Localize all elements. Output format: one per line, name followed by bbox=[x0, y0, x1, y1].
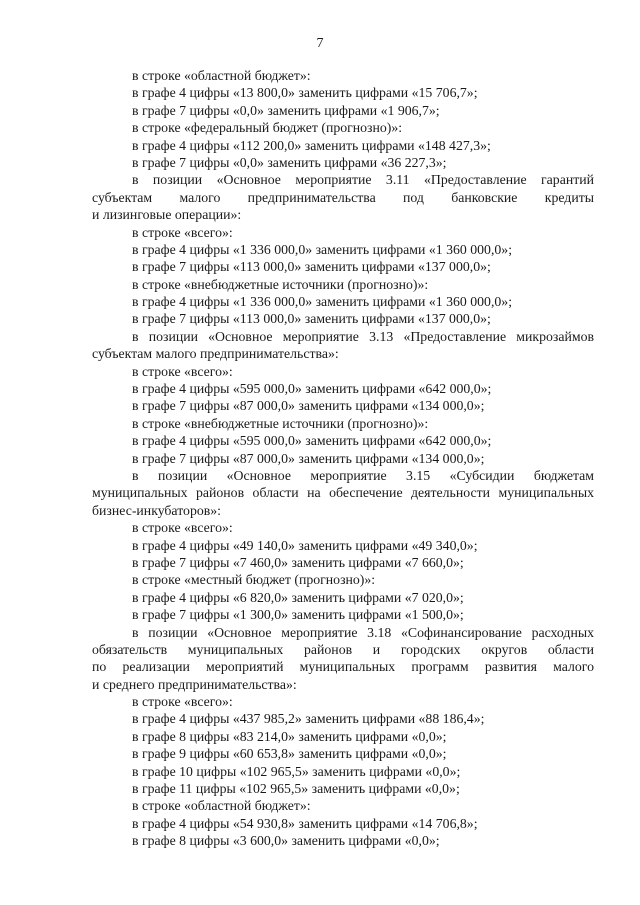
text-line: в позиции «Основное мероприятие 3.11 «Предоставление гарантий bbox=[132, 172, 594, 188]
text-line: в строке «всего»: bbox=[132, 694, 233, 710]
text-line: по реализации мероприятий муниципальных программ развития малого bbox=[92, 659, 594, 675]
text-line: в графе 7 цифры «113 000,0» заменить цифрами «137 000,0»; bbox=[132, 311, 491, 327]
text-line: в графе 4 цифры «595 000,0» заменить цифрами «642 000,0»; bbox=[132, 381, 492, 397]
text-line: в графе 4 цифры «1 336 000,0» заменить цифрами «1 360 000,0»; bbox=[132, 241, 513, 257]
text-line: в графе 4 цифры «1 336 000,0» заменить цифрами «1 360 000,0»; bbox=[132, 294, 513, 310]
text-line: в графе 4 цифры «49 140,0» заменить цифрами «49 340,0»; bbox=[132, 537, 478, 553]
text-line: в графе 7 цифры «0,0» заменить цифрами «1 906,7»; bbox=[132, 102, 440, 118]
text-line: в строке «федеральный бюджет (прогнозно)»: bbox=[132, 120, 403, 136]
text-line: в графе 4 цифры «13 800,0» заменить цифрами «15 706,7»; bbox=[132, 85, 478, 101]
text-line: и среднего предпринимательства»: bbox=[92, 676, 297, 692]
text-line: субъектам малого предпринимательства под банковские кредиты bbox=[92, 189, 594, 205]
document-body bbox=[92, 67, 594, 850]
text-line: в строке «всего»: bbox=[132, 520, 233, 536]
text-line: в графе 8 цифры «83 214,0» заменить цифрами «0,0»; bbox=[132, 728, 447, 744]
text-line: в строке «областной бюджет»: bbox=[132, 798, 311, 814]
text-line: в строке «областной бюджет»: bbox=[132, 68, 311, 83]
text-line: субъектам малого предпринимательства»: bbox=[92, 346, 339, 362]
text-line: в строке «внебюджетные источники (прогнозно)»: bbox=[132, 276, 429, 292]
text-line: в графе 4 цифры «112 200,0» заменить цифрами «148 427,3»; bbox=[132, 137, 491, 153]
text-line: в графе 4 цифры «437 985,2» заменить цифрами «88 186,4»; bbox=[132, 711, 485, 727]
text-line: в строке «местный бюджет (прогнозно)»: bbox=[132, 572, 376, 588]
text-line: в графе 11 цифры «102 965,5» заменить цифрами «0,0»; bbox=[132, 781, 460, 797]
text-line: в строке «всего»: bbox=[132, 363, 233, 379]
text-line: обязательств муниципальных районов и городских округов области bbox=[92, 641, 594, 657]
text-line: и лизинговые операции»: bbox=[92, 207, 242, 223]
text-line: в графе 4 цифры «595 000,0» заменить цифрами «642 000,0»; bbox=[132, 433, 492, 449]
text-line: в графе 4 цифры «54 930,8» заменить цифрами «14 706,8»; bbox=[132, 815, 478, 831]
text-line: в строке «всего»: bbox=[132, 224, 233, 240]
text-line: в графе 7 цифры «1 300,0» заменить цифрами «1 500,0»; bbox=[132, 607, 464, 623]
text-line: бизнес-инкубаторов»: bbox=[92, 502, 221, 518]
text-line: в графе 7 цифры «87 000,0» заменить цифрами «134 000,0»; bbox=[132, 450, 485, 466]
text-line: в графе 4 цифры «6 820,0» заменить цифрами «7 020,0»; bbox=[132, 589, 464, 605]
text-line: в графе 10 цифры «102 965,5» заменить цифрами «0,0»; bbox=[132, 763, 461, 779]
text-line: в графе 9 цифры «60 653,8» заменить цифрами «0,0»; bbox=[132, 746, 447, 762]
text-line: в графе 7 цифры «87 000,0» заменить цифрами «134 000,0»; bbox=[132, 398, 485, 414]
text-line: в графе 7 цифры «113 000,0» заменить цифрами «137 000,0»; bbox=[132, 259, 491, 275]
text-line: муниципальных районов области на обеспечение деятельности муниципальных bbox=[92, 485, 594, 501]
text-line: в графе 7 цифры «7 460,0» заменить цифрами «7 660,0»; bbox=[132, 554, 464, 570]
text-line: в позиции «Основное мероприятие 3.18 «Софинансирование расходных bbox=[132, 624, 594, 640]
text-line: в строке «внебюджетные источники (прогнозно)»: bbox=[132, 415, 429, 431]
text-line: в позиции «Основное мероприятие 3.13 «Предоставление микрозаймов bbox=[132, 328, 594, 344]
text-line: в позиции «Основное мероприятие 3.15 «Субсидии бюджетам bbox=[132, 467, 594, 483]
text-line: в графе 7 цифры «0,0» заменить цифрами «36 227,3»; bbox=[132, 154, 447, 170]
text-line: в графе 8 цифры «3 600,0» заменить цифрами «0,0»; bbox=[132, 833, 440, 849]
page-number: 7 bbox=[316, 36, 324, 51]
